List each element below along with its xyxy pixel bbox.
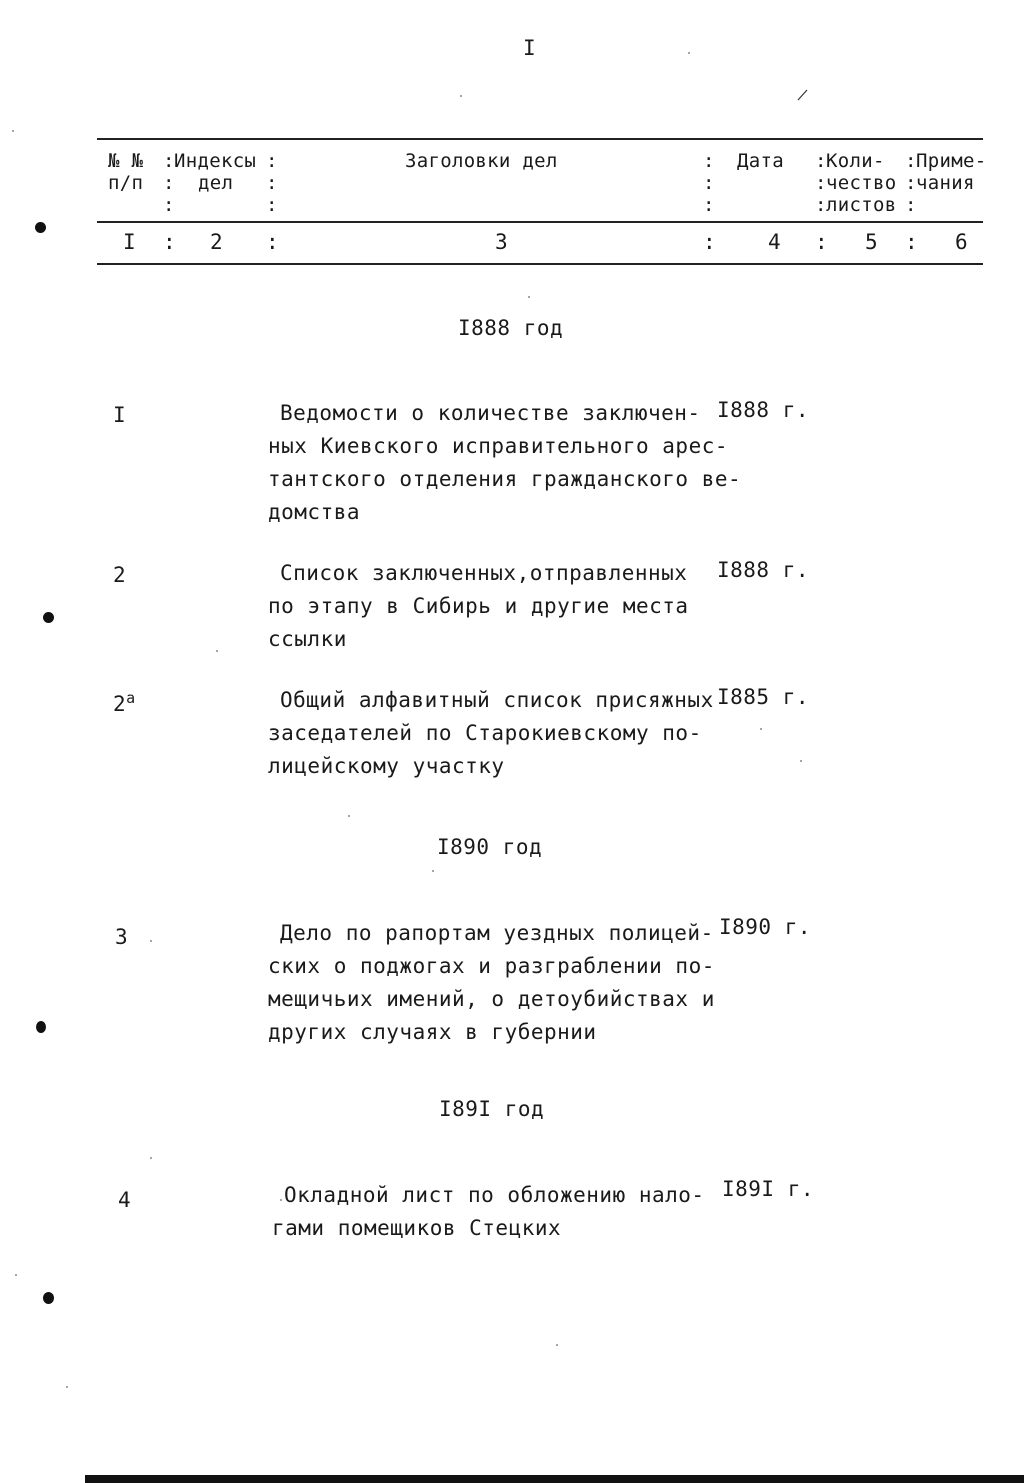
speck xyxy=(800,760,802,762)
speck xyxy=(150,1157,152,1159)
entry-number: 3 xyxy=(115,925,129,949)
header-number-3: 3 xyxy=(495,230,509,254)
header-mid-rule xyxy=(97,221,983,223)
header-sep: : xyxy=(815,150,827,172)
header-number-2: 2 xyxy=(210,230,224,254)
entry-date: I89I г. xyxy=(722,1177,815,1201)
header-sep: : xyxy=(163,172,175,194)
entry-date: I888 г. xyxy=(717,398,810,422)
speck xyxy=(12,130,14,132)
header-col-notes-line1: Приме- xyxy=(916,150,987,172)
header-sep: : xyxy=(266,150,278,172)
header-sep: : xyxy=(905,150,917,172)
header-sep: : xyxy=(703,194,715,216)
page-number: I xyxy=(523,36,537,60)
header-number-6: 6 xyxy=(955,230,969,254)
header-sep: : xyxy=(905,194,917,216)
header-col-count-line3: листов xyxy=(826,194,897,216)
speck xyxy=(528,296,530,298)
header-col-number-line1: № № xyxy=(108,150,144,172)
speck xyxy=(150,940,152,942)
year-heading-1890: I890 год xyxy=(437,835,543,859)
speck xyxy=(432,870,434,872)
speck xyxy=(760,728,762,730)
header-col-notes-line2: чания xyxy=(916,172,975,194)
speck xyxy=(688,52,690,54)
punch-hole xyxy=(43,612,54,623)
speck xyxy=(556,1344,558,1346)
entry-title: Ведомости о количестве заключен- ных Киевского исправительного арес- тантского отделения гражданского ве- домства xyxy=(268,401,742,524)
scan-bottom-edge xyxy=(85,1475,1024,1483)
header-col-date: Дата xyxy=(737,150,784,172)
header-sep: : xyxy=(266,230,280,254)
entry-number: $2^а$ xyxy=(113,689,136,716)
header-sep: : xyxy=(905,230,919,254)
punch-hole xyxy=(35,222,46,233)
header-bottom-rule xyxy=(97,263,983,265)
punch-hole xyxy=(43,1292,54,1304)
entry-date: I890 г. xyxy=(719,915,812,939)
header-col-index-line1: Индексы xyxy=(174,150,257,172)
entry-title: Список заключенных,отправленных по этапу в Сибирь и другие места ссылки xyxy=(268,561,689,651)
year-heading-1888: I888 год xyxy=(458,316,564,340)
punch-hole xyxy=(36,1021,46,1033)
header-col-titles: Заголовки дел xyxy=(405,150,558,172)
header-number-1: I xyxy=(123,230,137,254)
header-col-number-line2: п/п xyxy=(108,172,144,194)
header-sep: : xyxy=(815,194,827,216)
speck xyxy=(348,815,350,817)
entry-number: I xyxy=(113,403,127,427)
entry-title: Общий алфавитный список присяжных заседателей по Старокиевскому по- лицейскому участку xyxy=(268,688,714,778)
speck xyxy=(66,1386,68,1388)
entry-date: I888 г. xyxy=(717,558,810,582)
header-sep: : xyxy=(703,172,715,194)
speck xyxy=(280,1199,282,1201)
entry-number: 4 xyxy=(118,1188,132,1212)
header-sep: : xyxy=(266,194,278,216)
entry-title: Дело по рапортам уездных полицей- ских о поджогах и разграблении по- мещичьих имений, о детоубийствах и других случаях в губернии xyxy=(268,921,715,1044)
entry-date: I885 г. xyxy=(717,685,810,709)
header-sep: : xyxy=(703,150,715,172)
header-col-index-line2: дел xyxy=(198,172,234,194)
entry-number: 2 xyxy=(113,563,127,587)
header-sep: : xyxy=(266,172,278,194)
header-sep: : xyxy=(905,172,917,194)
speck xyxy=(460,95,462,97)
year-heading-1891: I89I год xyxy=(439,1097,545,1121)
header-sep: : xyxy=(815,230,829,254)
speck xyxy=(216,650,218,652)
header-sep: : xyxy=(163,194,175,216)
header-sep: : xyxy=(163,230,177,254)
header-sep: : xyxy=(703,230,717,254)
header-sep: : xyxy=(815,172,827,194)
stray-mark xyxy=(796,88,810,102)
header-col-count-line1: Коли- xyxy=(826,150,885,172)
entry-title: Окладной лист по обложению нало- гами помещиков Стецких xyxy=(272,1183,705,1240)
header-sep: : xyxy=(163,150,175,172)
header-top-rule xyxy=(97,138,983,140)
header-number-5: 5 xyxy=(865,230,879,254)
speck xyxy=(15,1274,17,1276)
header-col-count-line2: чество xyxy=(826,172,897,194)
header-number-4: 4 xyxy=(768,230,782,254)
